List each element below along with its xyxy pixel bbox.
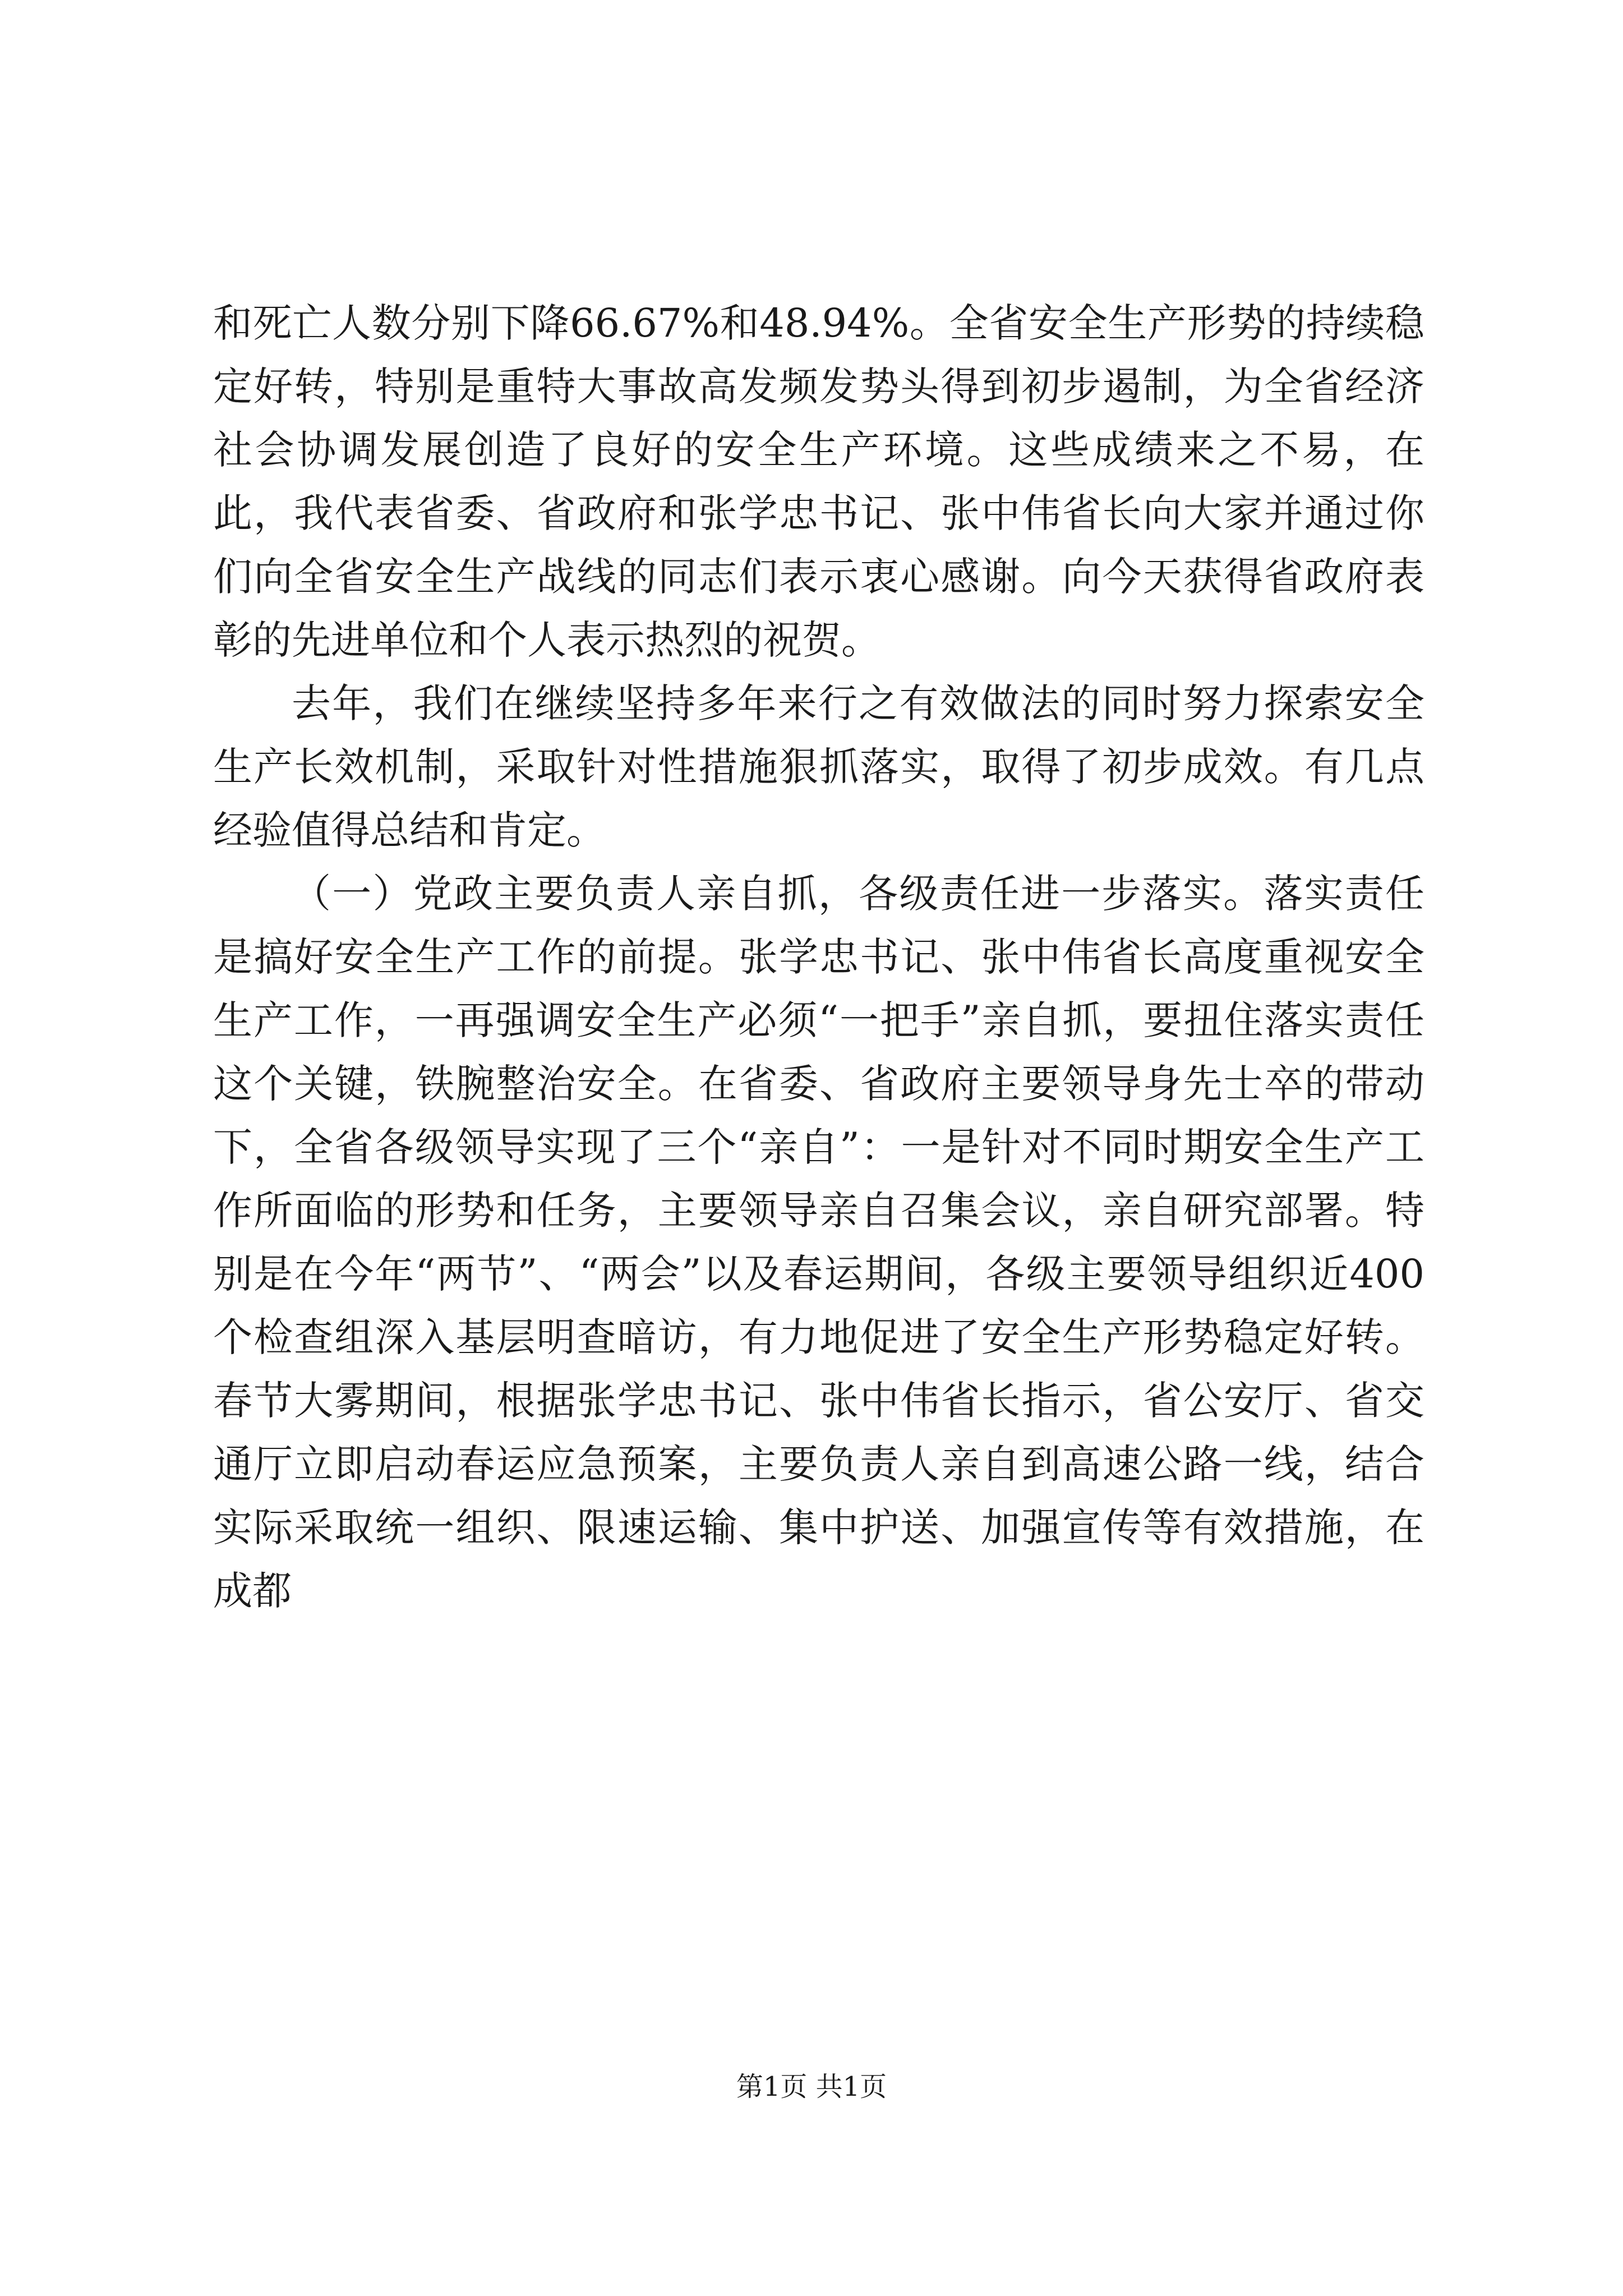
paragraph-continuation: 和死亡人数分别下降66.67%和48.94%。全省安全生产形势的持续稳定好转，特别是重特大事故高发频发势头得到初步遏制，为全省经济社会协调发展创造了良好的安全生产环境。这些成绩来之不易，在此，我代表省委、省政府和张学忠书记、张中伟省长向大家并通过你们向全省安全生产战线的同志们表示衷心感谢。向今天获得省政府表彰的先进单位和个人表示热烈的祝贺。	[213, 300, 1424, 663]
paragraph-section-one: （一）党政主要负责人亲自抓，各级责任进一步落实。落实责任是搞好安全生产工作的前提。张学忠书记、张中伟省长高度重视安全生产工作，一再强调安全生产必须“一把手”亲自抓，要扭住落实责任这个关键，铁腕整治安全。在省委、省政府主要领导身先士卒的带动下，全省各级领导实现了三个“亲自”：一是针对不同时期安全生产工作所面临的形势和任务，主要领导亲自召集会议，亲自研究部署。特别是在今年“两节”、“两会”以及春运期间，各级主要领导组织近400个检查组深入基层明查暗访，有力地促进了安全生产形势稳定好转。春节大雾期间，根据张学忠书记、张中伟省长指示，省公安厅、省交通厅立即启动春运应急预案，主要负责人亲自到高速公路一线，结合实际采取统一组织、限速运输、集中护送、加强宣传等有效措施，在成都	[213, 871, 1424, 1614]
paragraph-experience-intro: 去年，我们在继续坚持多年来行之有效做法的同时努力探索安全生产长效机制，采取针对性措施狠抓落实，取得了初步成效。有几点经验值得总结和肯定。	[213, 680, 1424, 853]
page-footer: 第1页 共1页	[736, 2071, 887, 2102]
document-body	[213, 292, 1424, 1623]
